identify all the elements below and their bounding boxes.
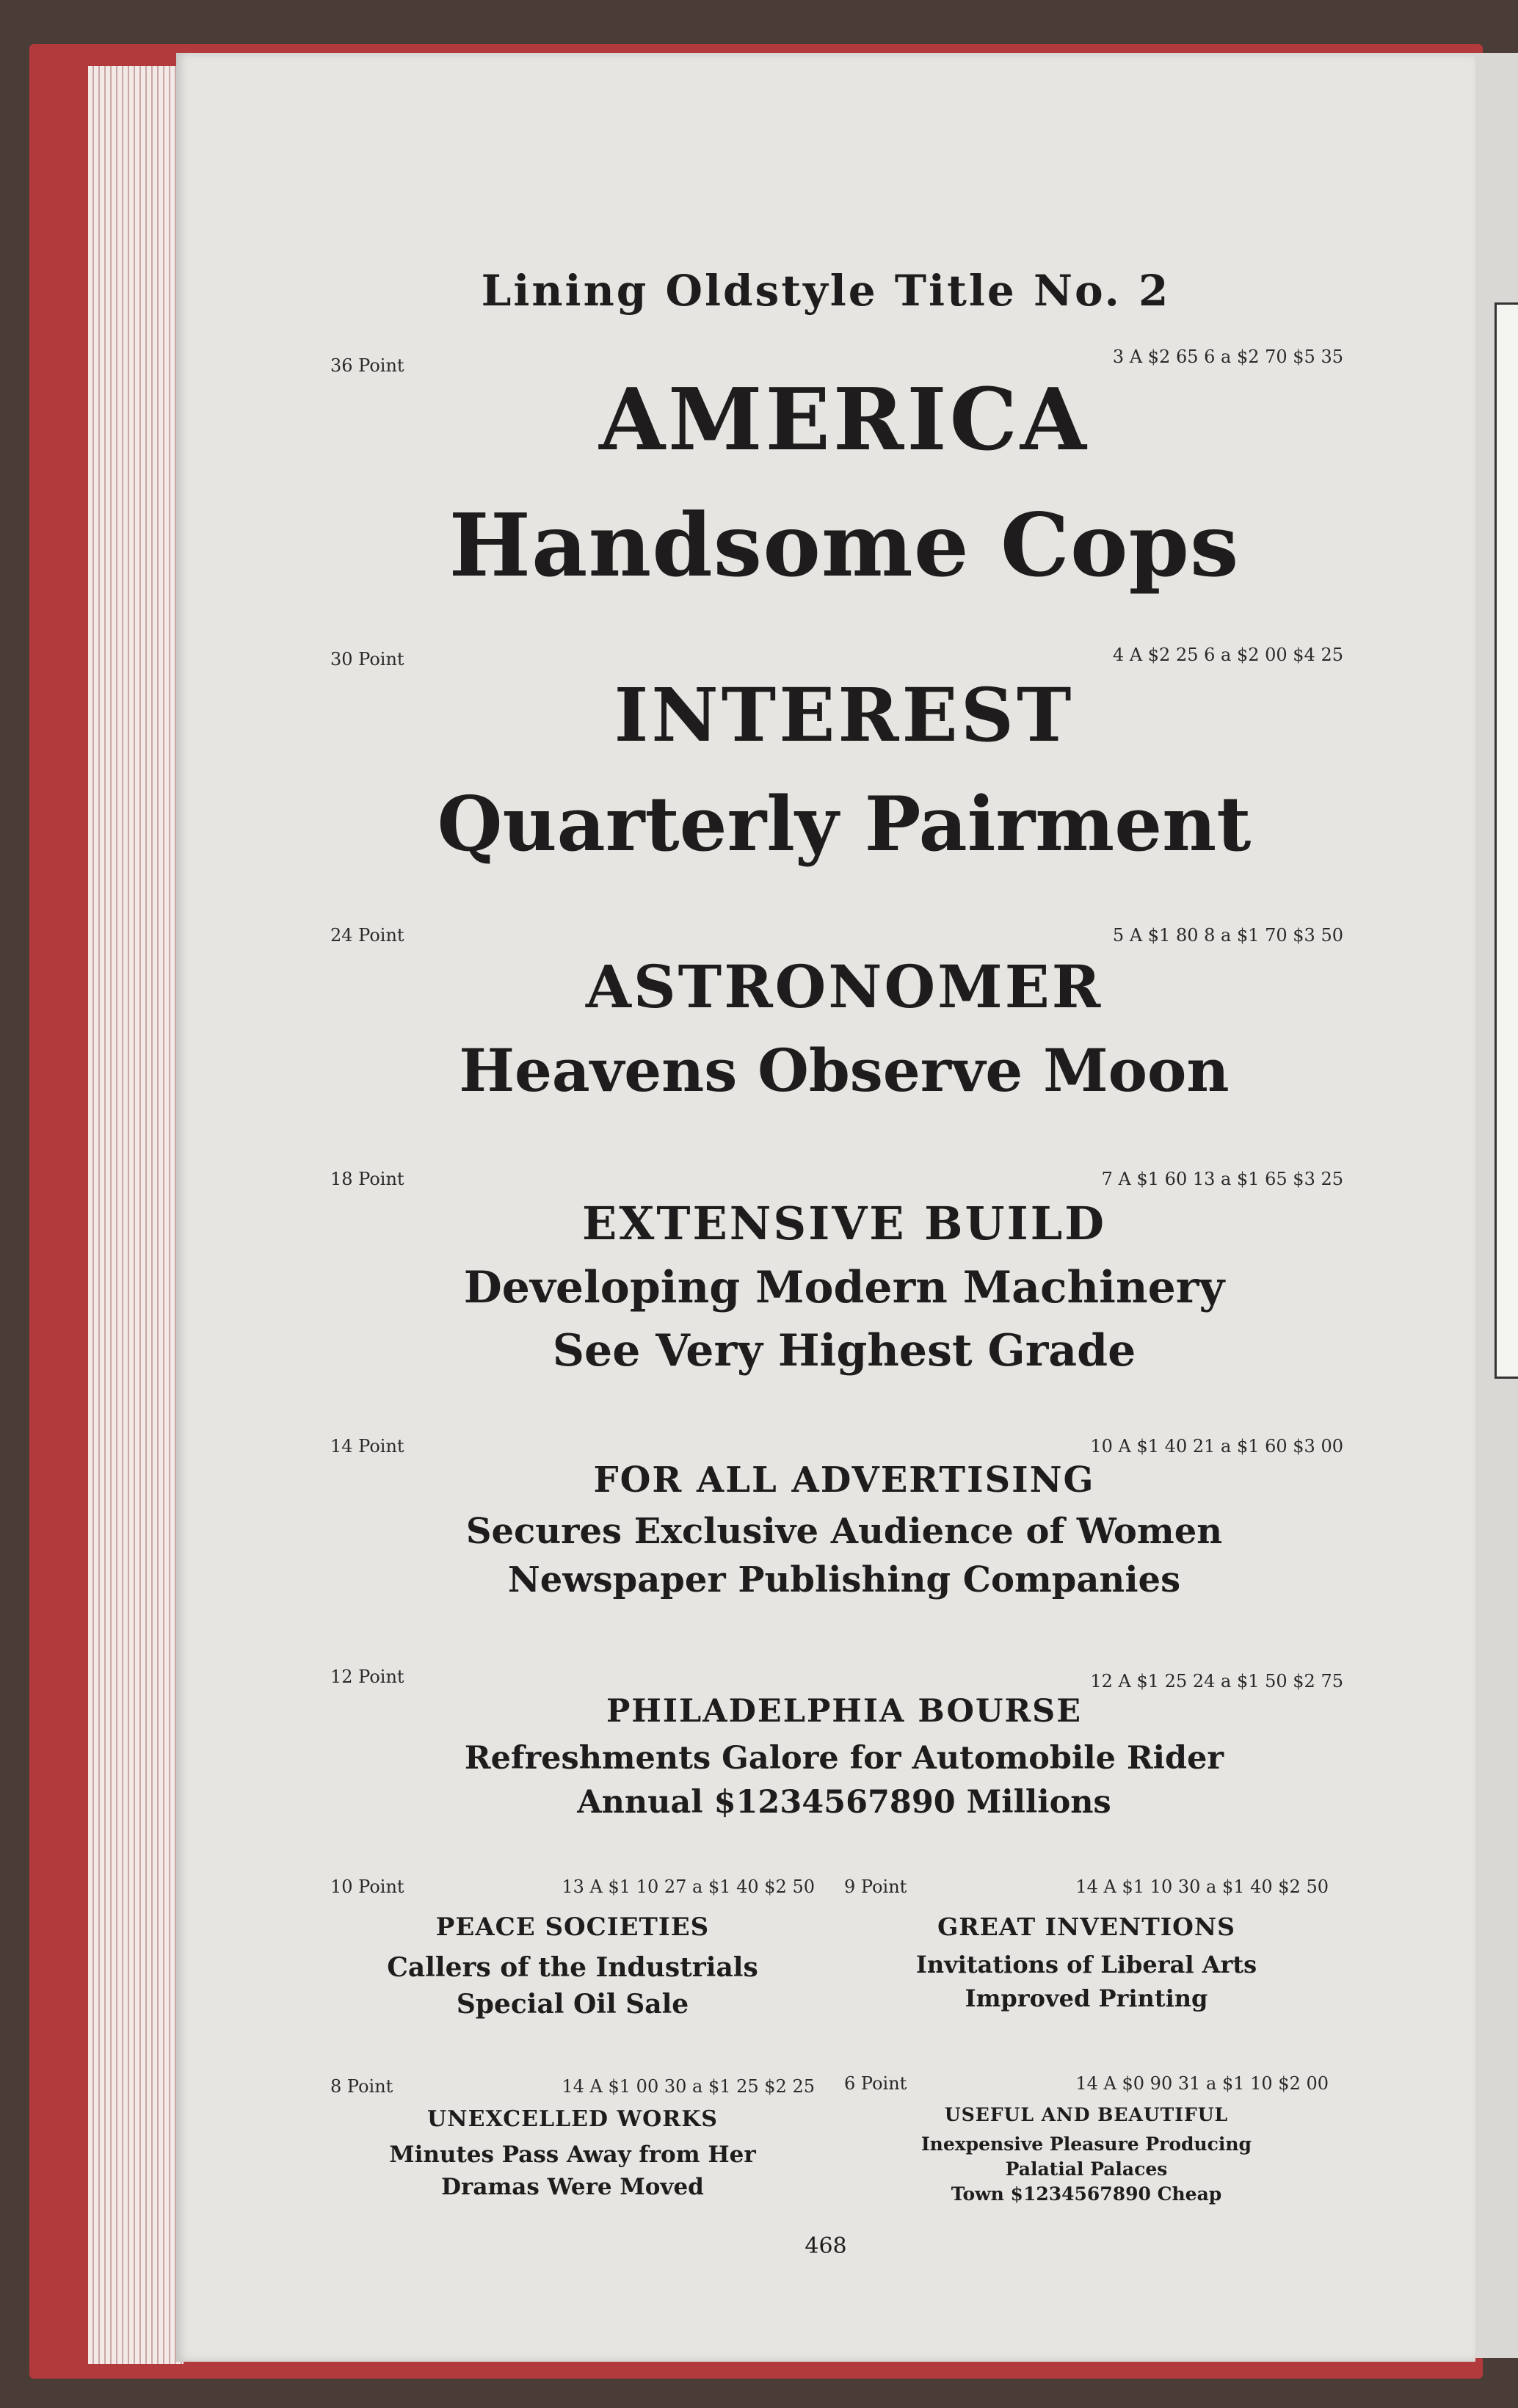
specimen-line: Quarterly Pairment	[437, 780, 1252, 868]
price-list: 14 A $0 90 31 a $1 10 $2 00	[1075, 2073, 1329, 2094]
specimen-line: Special Oil Sale	[456, 1989, 689, 2020]
specimen-line: Dramas Were Moved	[441, 2174, 704, 2200]
size-label: 24 Point	[330, 925, 404, 946]
specimen-line: PHILADELPHIA BOURSE	[606, 1693, 1083, 1730]
price-list: 4 A $2 25 6 a $2 00 $4 25	[1112, 645, 1343, 665]
size-label: 10 Point	[330, 1876, 404, 1897]
price-list: 14 A $1 10 30 a $1 40 $2 50	[1075, 1876, 1329, 1897]
price-list: 7 A $1 60 13 a $1 65 $3 25	[1101, 1169, 1343, 1189]
specimen-line: Callers of the Industrials	[387, 1952, 758, 1983]
specimen-line: GREAT INVENTIONS	[937, 1912, 1235, 1941]
size-label: 36 Point	[330, 355, 404, 376]
specimen-line: Developing Modern Machinery	[463, 1262, 1225, 1313]
page-edges	[88, 66, 184, 2364]
specimen-line: AMERICA	[599, 370, 1089, 470]
size-label: 14 Point	[330, 1436, 404, 1457]
specimen-line: Palatial Palaces	[1005, 2158, 1168, 2180]
page-number: 468	[805, 2233, 847, 2259]
page-title: Lining Oldstyle Title No. 2	[481, 266, 1171, 316]
specimen-line: See Very Highest Grade	[552, 1325, 1136, 1377]
size-label: 18 Point	[330, 1169, 404, 1189]
size-label: 6 Point	[844, 2073, 907, 2094]
specimen-line: INTEREST	[614, 672, 1075, 758]
price-list: 14 A $1 00 30 a $1 25 $2 25	[562, 2076, 815, 2097]
specimen-line: Refreshments Galore for Automobile Rider	[464, 1740, 1224, 1777]
specimen-line: Inexpensive Pleasure Producing	[920, 2133, 1252, 2155]
price-list: 3 A $2 65 6 a $2 70 $5 35	[1112, 347, 1343, 367]
size-label: 30 Point	[330, 649, 404, 670]
size-label: 12 Point	[330, 1667, 404, 1687]
index-tab	[1495, 302, 1518, 1379]
specimen-line: EXTENSIVE BUILD	[582, 1197, 1106, 1250]
specimen-line: Newspaper Publishing Companies	[507, 1559, 1181, 1600]
specimen-line: FOR ALL ADVERTISING	[593, 1459, 1095, 1501]
specimen-line: USEFUL AND BEAUTIFUL	[944, 2104, 1229, 2125]
price-list: 10 A $1 40 21 a $1 60 $3 00	[1090, 1436, 1343, 1457]
specimen-line: PEACE SOCIETIES	[435, 1912, 710, 1942]
specimen-line: ASTRONOMER	[585, 952, 1103, 1021]
size-label: 9 Point	[844, 1876, 907, 1897]
specimen-line: Secures Exclusive Audience of Women	[465, 1511, 1223, 1552]
specimen-line: Handsome Cops	[448, 494, 1240, 596]
price-list: 12 A $1 25 24 a $1 50 $2 75	[1090, 1671, 1343, 1691]
specimen-line: Improved Printing	[965, 1984, 1208, 2012]
specimen-line: Invitations of Liberal Arts	[915, 1951, 1257, 1979]
price-list: 5 A $1 80 8 a $1 70 $3 50	[1112, 925, 1343, 946]
book-page	[176, 53, 1475, 2362]
specimen-line: Town $1234567890 Cheap	[951, 2183, 1222, 2205]
specimen-line: Heavens Observe Moon	[459, 1036, 1230, 1105]
price-list: 13 A $1 10 27 a $1 40 $2 50	[562, 1876, 815, 1897]
size-label: 8 Point	[330, 2076, 393, 2097]
specimen-line: Minutes Pass Away from Her	[389, 2142, 756, 2168]
specimen-line: UNEXCELLED WORKS	[427, 2106, 718, 2132]
specimen-line: Annual $1234567890 Millions	[577, 1784, 1111, 1821]
